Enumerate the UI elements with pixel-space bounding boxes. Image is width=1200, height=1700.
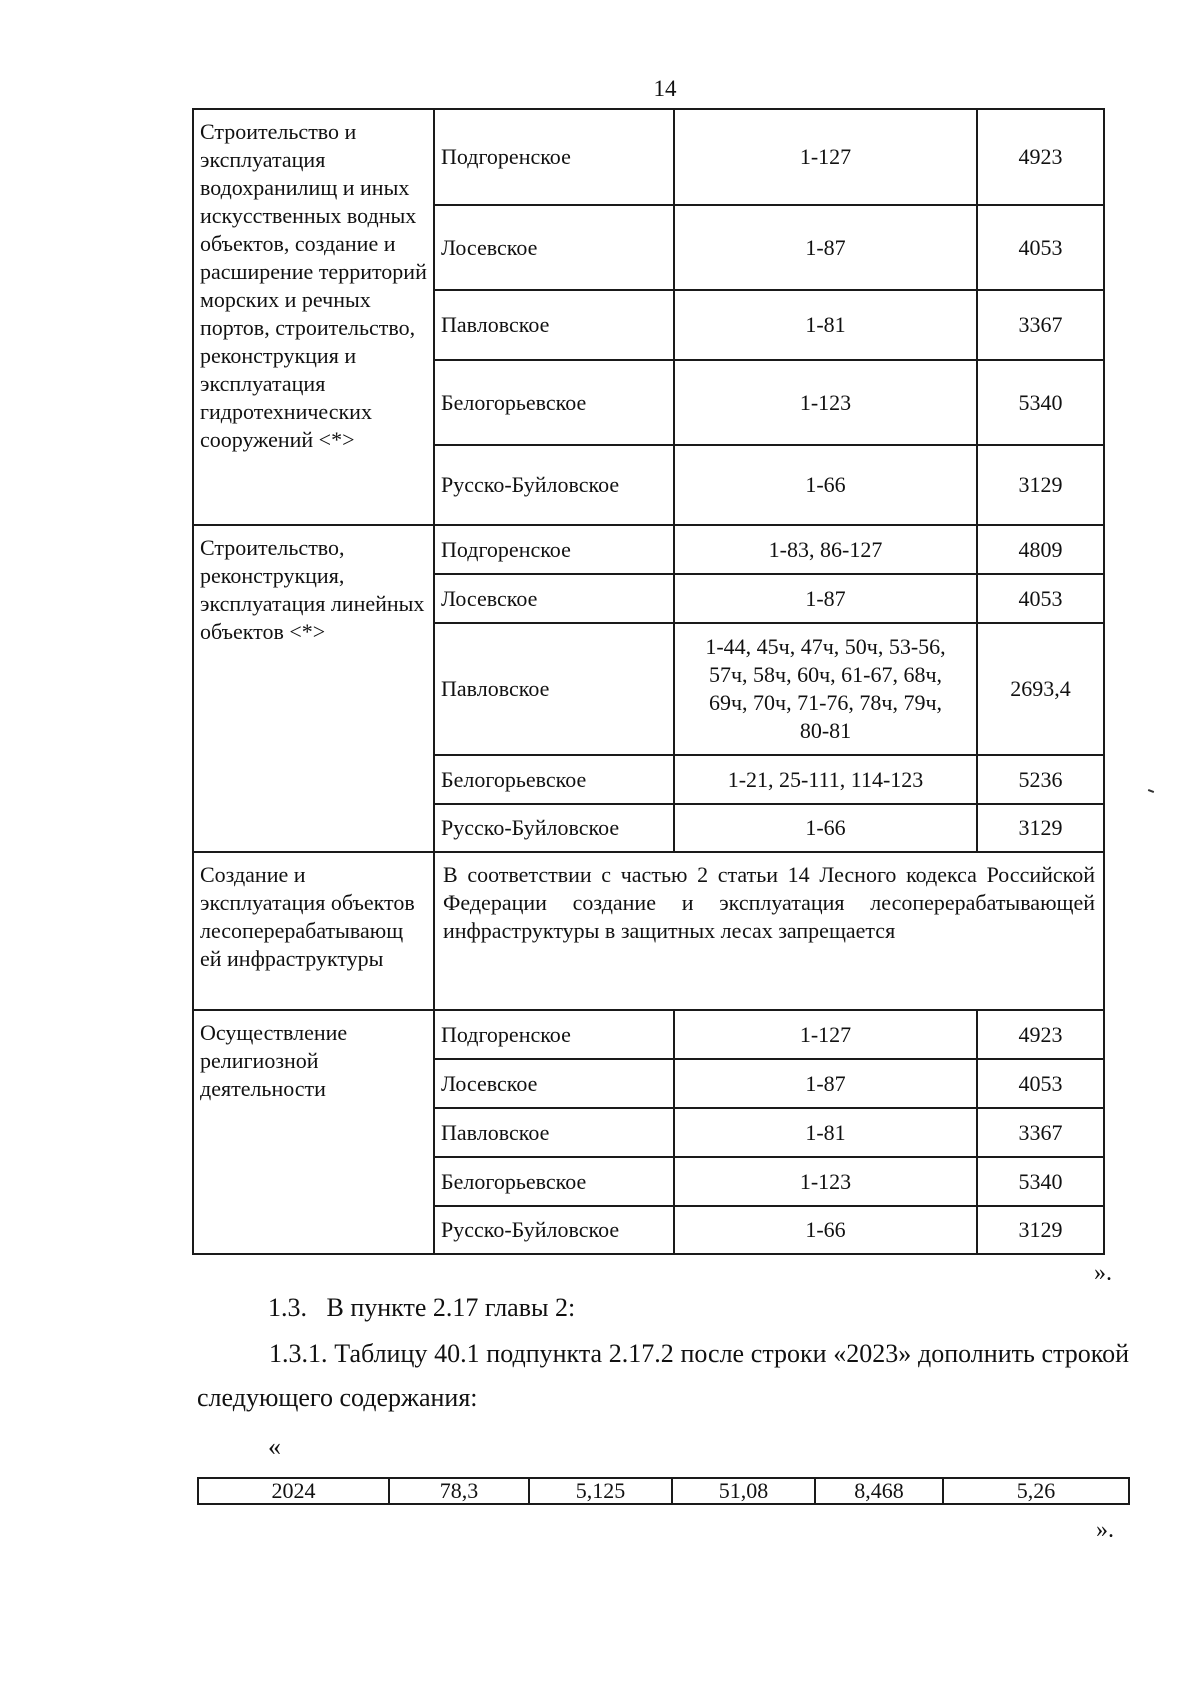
area-cell: 3367 <box>977 290 1104 360</box>
quarters-cell: 1-66 <box>674 1206 977 1254</box>
page-number: 14 <box>653 76 677 101</box>
district-cell: Белогорьевское <box>434 1157 674 1206</box>
scan-mark <box>1148 789 1154 793</box>
area-cell: 5340 <box>977 1157 1104 1206</box>
category-cell: Осуществление религиозной деятельности <box>193 1010 434 1254</box>
district-cell: Лосевское <box>434 1059 674 1108</box>
value-cell: 78,3 <box>389 1478 529 1504</box>
quarters-cell: 1-123 <box>674 1157 977 1206</box>
year-cell: 2024 <box>198 1478 389 1504</box>
closing-quote: ». <box>1096 1517 1114 1543</box>
table-row <box>193 109 1104 205</box>
area-cell: 4923 <box>977 109 1104 205</box>
quarters-cell: 1-81 <box>674 290 977 360</box>
quarters-cell: 1-123 <box>674 360 977 445</box>
district-cell: Подгоренское <box>434 525 674 574</box>
paragraph-1-3: 1.3. В пункте 2.17 главы 2: <box>268 1293 576 1322</box>
category-cell: Строительство, реконструкция, эксплуатация линейных объектов <*> <box>193 525 434 852</box>
quarters-cell: 1-87 <box>674 205 977 290</box>
district-cell: Павловское <box>434 1108 674 1157</box>
district-cell: Белогорьевское <box>434 360 674 445</box>
area-cell: 5340 <box>977 360 1104 445</box>
value-cell: 51,08 <box>672 1478 815 1504</box>
table-row <box>198 1478 1129 1504</box>
table-40-1-row <box>197 1477 1130 1505</box>
district-cell: Русско-Буйловское <box>434 1206 674 1254</box>
district-cell: Павловское <box>434 290 674 360</box>
quarters-cell: 1-127 <box>674 109 977 205</box>
category-cell: Создание и эксплуатация объектов лесоперерабатывающ ей инфраструктуры <box>193 852 434 1010</box>
district-cell: Русско-Буйловское <box>434 445 674 525</box>
quarters-cell: 1-87 <box>674 574 977 623</box>
area-cell: 2693,4 <box>977 623 1104 755</box>
area-cell: 5236 <box>977 755 1104 804</box>
closing-quote: ». <box>1094 1260 1112 1286</box>
land-use-table <box>192 108 1105 1255</box>
district-cell: Подгоренское <box>434 1010 674 1059</box>
quarters-cell: 1-21, 25-111, 114-123 <box>674 755 977 804</box>
district-cell: Русско-Буйловское <box>434 804 674 852</box>
area-cell: 4053 <box>977 1059 1104 1108</box>
quarters-cell: 1-44, 45ч, 47ч, 50ч, 53-56, 57ч, 58ч, 60ч, 61-67, 68ч, 69ч, 70ч, 71-76, 78ч, 79ч, 80-81 <box>674 623 977 755</box>
value-cell: 8,468 <box>815 1478 943 1504</box>
area-cell: 4923 <box>977 1010 1104 1059</box>
table-row <box>193 525 1104 574</box>
category-cell: Строительство и эксплуатация водохранилищ и иных искусственных водных объектов, создание и расширение территорий морских и речных портов, строительство, реконструкция и эксплуатация гидротехнических сооружений <*> <box>193 109 434 525</box>
area-cell: 3129 <box>977 804 1104 852</box>
quarters-cell: 1-81 <box>674 1108 977 1157</box>
value-cell: 5,125 <box>529 1478 672 1504</box>
quarters-cell: 1-87 <box>674 1059 977 1108</box>
area-cell: 3129 <box>977 1206 1104 1254</box>
area-cell: 4053 <box>977 574 1104 623</box>
area-cell: 4809 <box>977 525 1104 574</box>
opening-quote: « <box>268 1432 281 1461</box>
quarters-cell: 1-66 <box>674 445 977 525</box>
district-cell: Павловское <box>434 623 674 755</box>
district-cell: Лосевское <box>434 205 674 290</box>
district-cell: Белогорьевское <box>434 755 674 804</box>
quarters-cell: 1-83, 86-127 <box>674 525 977 574</box>
area-cell: 3129 <box>977 445 1104 525</box>
paragraph-1-3-1: 1.3.1. Таблицу 40.1 подпункта 2.17.2 после строки «2023» дополнить строкой следующего содержания: <box>197 1339 1129 1412</box>
district-cell: Лосевское <box>434 574 674 623</box>
area-cell: 4053 <box>977 205 1104 290</box>
quarters-cell: 1-127 <box>674 1010 977 1059</box>
prohibition-note: В соответствии с частью 2 статьи 14 Лесного кодекса Российской Федерации создание и эксплуатация лесоперерабатывающей инфраструктуры в защитных лесах запрещается <box>434 852 1104 1010</box>
area-cell: 3367 <box>977 1108 1104 1157</box>
table-row <box>193 852 1104 1010</box>
value-cell: 5,26 <box>943 1478 1129 1504</box>
district-cell: Подгоренское <box>434 109 674 205</box>
quarters-cell: 1-66 <box>674 804 977 852</box>
table-row <box>193 1010 1104 1059</box>
